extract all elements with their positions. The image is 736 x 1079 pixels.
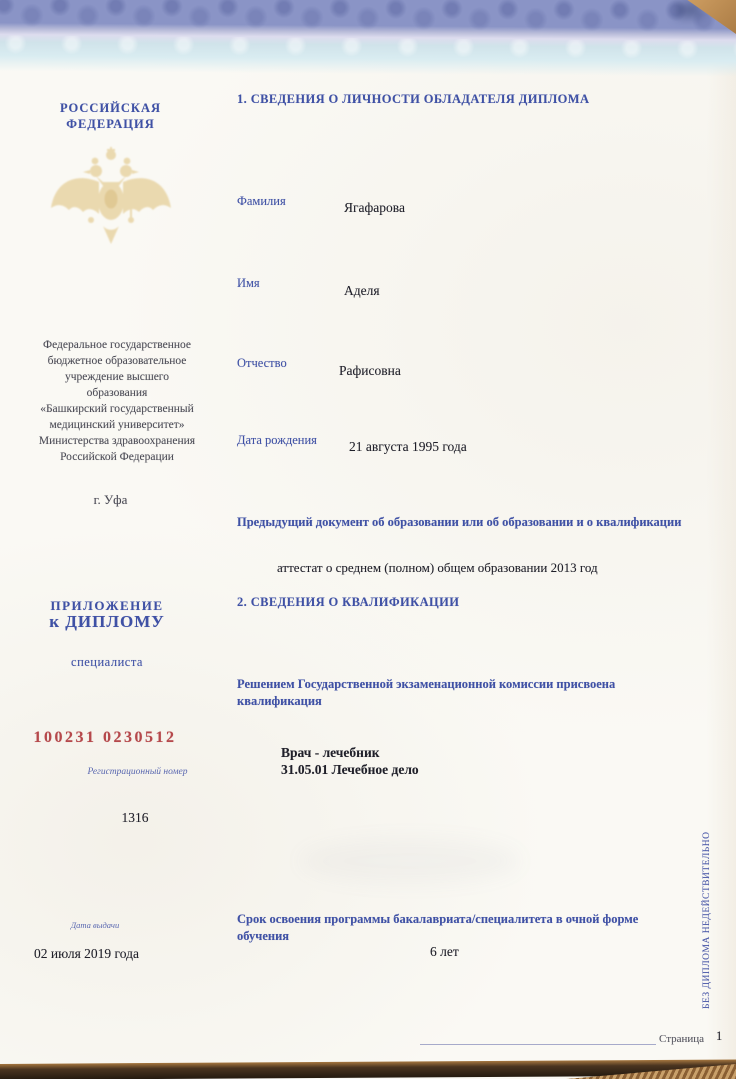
- study-period-label: Срок освоения программы бакалавриата/специалитета в очной форме обучения: [237, 912, 639, 943]
- study-period-value: 6 лет: [430, 944, 459, 959]
- footer-line: [420, 1044, 656, 1045]
- scan-smudge: [300, 838, 520, 884]
- institution-line: «Башкирский государственный: [40, 403, 194, 415]
- section2-title: 2. СВЕДЕНИЯ О КВАЛИФИКАЦИИ: [237, 595, 460, 609]
- specialty-value: 31.05.01 Лечебное дело: [281, 762, 419, 777]
- doc-type-line1: ПРИЛОЖЕНИЕ: [50, 598, 164, 613]
- field-label-patronymic: Отчество: [237, 356, 287, 370]
- coat-of-arms-emblem: [45, 146, 177, 271]
- issue-date-value: 02 июля 2019 года: [34, 946, 139, 961]
- institution-line: образования: [86, 387, 148, 399]
- section1-title: 1. СВЕДЕНИЯ О ЛИЧНОСТИ ОБЛАДАТЕЛЯ ДИПЛОМА: [237, 92, 590, 106]
- registration-number: 1316: [121, 810, 149, 825]
- validity-watermark: БЕЗ ДИПЛОМА НЕДЕЙСТВИТЕЛЬНО: [702, 831, 712, 1009]
- previous-document-value: аттестат о среднем (полном) общем образовании 2013 год: [277, 560, 598, 575]
- country-line2: ФЕДЕРАЦИЯ: [66, 117, 155, 131]
- qualification-decision-label: Решением Государственной экзаменационной комиссии присвоена квалификация: [237, 677, 616, 708]
- previous-document-label: Предыдущий документ об образовании или об образовании и о квалификации: [237, 515, 682, 529]
- country-name: [28, 100, 193, 132]
- issue-date-label: Дата выдачи: [70, 920, 120, 930]
- qualification-value: Врач - лечебник: [281, 745, 380, 760]
- institution-name: [8, 337, 226, 465]
- form-number: 100231 0230512: [33, 729, 177, 746]
- institution-line: Российской Федерации: [60, 451, 174, 463]
- institution-line: учреждение высшего: [65, 371, 169, 383]
- country-line1: РОССИЙСКАЯ: [59, 101, 162, 115]
- field-label-surname: Фамилия: [237, 194, 286, 208]
- field-value-birthdate: 21 августа 1995 года: [349, 439, 467, 454]
- field-value-firstname: Аделя: [344, 283, 380, 298]
- institution-line: Федеральное государственное: [42, 339, 191, 351]
- page-label: Страница: [659, 1033, 705, 1045]
- institution-line: Министерства здравоохранения: [38, 435, 196, 447]
- institution-line: бюджетное образовательное: [47, 355, 187, 367]
- registration-number-label: Регистрационный номер: [87, 767, 188, 777]
- institution-line: медицинский университет»: [49, 419, 185, 431]
- doc-type-line3: специалиста: [71, 655, 143, 669]
- field-label-firstname: Имя: [237, 276, 260, 290]
- field-label-birthdate: Дата рождения: [237, 433, 317, 447]
- field-value-surname: Ягафарова: [344, 200, 405, 215]
- doc-type-line2: к ДИПЛОМУ: [49, 612, 165, 631]
- top-guilloche-band: [0, 0, 736, 77]
- city: г. Уфа: [93, 492, 128, 507]
- field-value-patronymic: Рафисовна: [339, 363, 401, 378]
- page-number: 1: [716, 1029, 723, 1043]
